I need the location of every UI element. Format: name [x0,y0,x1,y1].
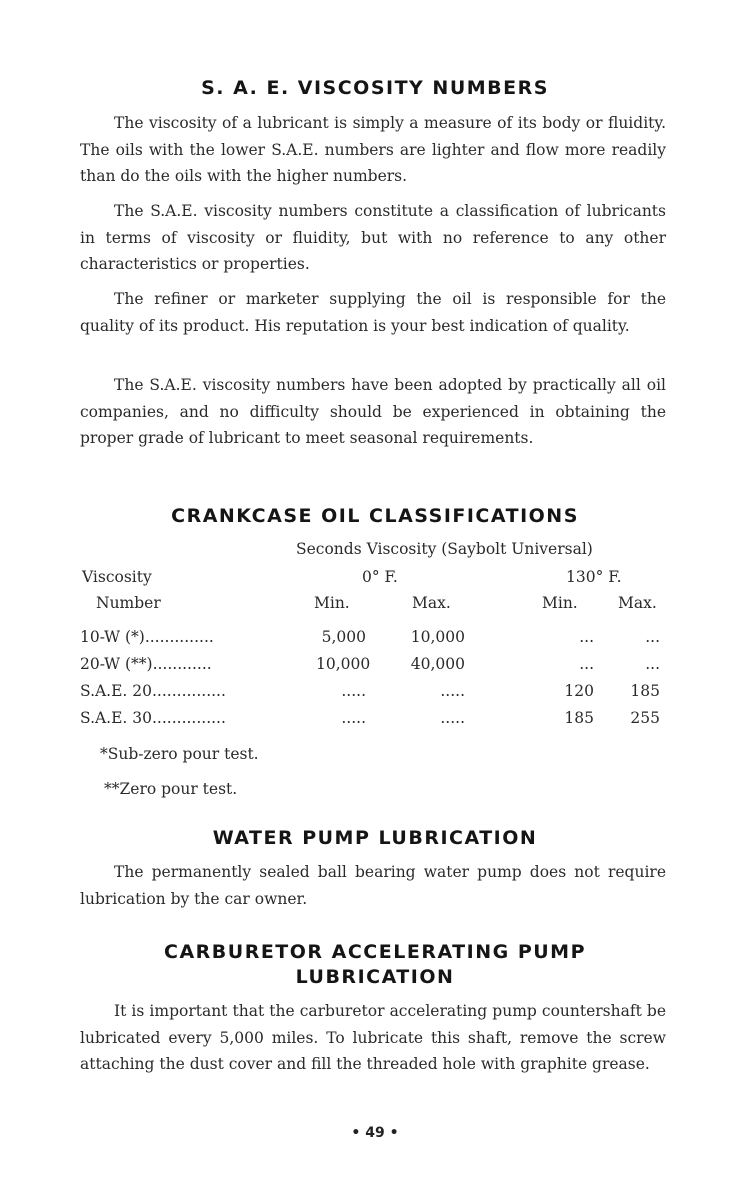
heading-carburetor-line2: LUBRICATION [295,966,455,988]
row-min-0f: 5,000 [321,628,366,646]
row-grade: 20-W (**)............ [80,655,212,673]
row-grade: 10-W (*).............. [80,628,214,646]
table-header-max-130f: Max. [618,594,657,612]
row-min-130f: ... [579,655,594,673]
table-row [80,628,670,654]
row-min-130f: 120 [564,682,594,700]
page-number: • 49 • [351,1125,399,1141]
row-min-0f: 10,000 [316,655,371,673]
footnote-zero: **Zero pour test. [104,780,238,798]
row-max-130f: ... [645,628,660,646]
heading-crankcase-oil: CRANKCASE OIL CLASSIFICATIONS [171,505,579,527]
row-max-130f: 255 [630,709,660,727]
sae-paragraph-1: The viscosity of a lubricant is simply a measure of its body or fluidity. The oils with the lower S.A.E. numbers are lighter and flow more readily than do the oils with the higher numbers. [80,114,666,185]
table-header-max-0f: Max. [412,594,451,612]
row-min-0f: ..... [341,709,366,727]
row-max-0f: 10,000 [410,628,465,646]
footnote-sub-zero: *Sub-zero pour test. [100,745,259,763]
table-header-seconds: Seconds Viscosity (Saybolt Universal) [296,540,593,558]
heading-water-pump: WATER PUMP LUBRICATION [212,827,538,849]
heading-carburetor-line1: CARBURETOR ACCELERATING PUMP [164,941,586,963]
sae-paragraph-3: The refiner or marketer supplying the oil is responsible for the quality of its product. His reputation is your best indication of quality. [80,290,666,335]
table-header-viscosity: Viscosity [82,568,152,586]
row-grade: S.A.E. 30............... [80,709,226,727]
row-min-130f: ... [579,628,594,646]
table-row [80,682,670,708]
table-header-130f: 130° F. [566,568,622,586]
table-header-min-130f: Min. [542,594,578,612]
table-header-0f: 0° F. [362,568,398,586]
row-max-0f: ..... [440,682,465,700]
row-min-130f: 185 [564,709,594,727]
table-header-number: Number [96,594,161,612]
sae-paragraph-4: The S.A.E. viscosity numbers have been adopted by practically all oil companies, and no difficulty should be experienced in obtaining the proper grade of lubricant to meet seasonal requirements. [80,376,666,447]
row-max-0f: ..... [440,709,465,727]
water-pump-paragraph: The permanently sealed ball bearing water pump does not require lubrication by the car owner. [80,863,666,908]
heading-sae-viscosity: S. A. E. VISCOSITY NUMBERS [201,77,549,99]
row-grade: S.A.E. 20............... [80,682,226,700]
row-min-0f: ..... [341,682,366,700]
table-header-min-0f: Min. [314,594,350,612]
row-max-130f: 185 [630,682,660,700]
sae-paragraph-2: The S.A.E. viscosity numbers constitute a classification of lubricants in terms of viscosity or fluidity, but with no reference to any other characteristics or properties. [80,202,666,273]
table-row [80,709,670,735]
table-row [80,655,670,681]
carburetor-paragraph: It is important that the carburetor accelerating pump countershaft be lubricated every 5,000 miles. To lubricate this shaft, remove the screw attaching the dust cover and fill the threaded hole with graphite grease. [80,1002,666,1073]
row-max-0f: 40,000 [410,655,465,673]
row-max-130f: ... [645,655,660,673]
